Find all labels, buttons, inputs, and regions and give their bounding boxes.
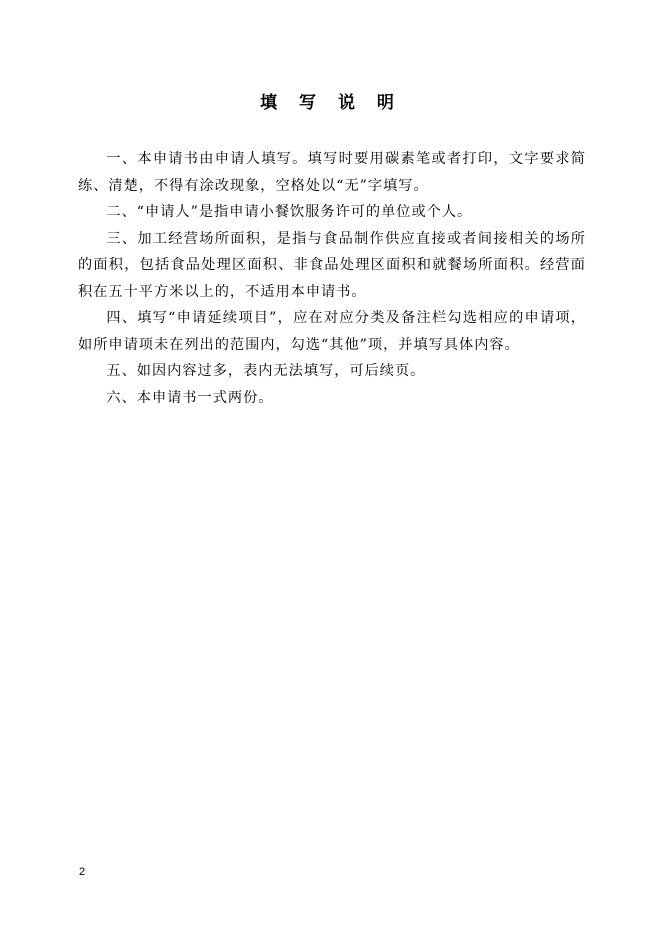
instruction-paragraph-3: 三、加工经营场所面积，是指与食品制作供应直接或者间接相关的场所的面积，包括食品处理区面积、非食品处理区面积和就餐场所面积。经营面积在五十平方米以上的，不适用本申请书。 (78, 230, 586, 300)
instruction-paragraph-6: 六、本申请书一式两份。 (106, 389, 274, 406)
instruction-paragraph-1: 一、本申请书由申请人填写。填写时要用碳素笔或者打印，文字要求简练、清楚，不得有涂改现象，空格处以“无”字填写。 (78, 151, 586, 194)
instruction-paragraph-4: 四、填写“申请延续项目”，应在对应分类及备注栏勾选相应的申请项，如所申请项未在列出的范围内，勾选“其他”项，并填写具体内容。 (78, 310, 586, 353)
instruction-paragraph-2: 二、“申请人”是指申请小餐饮服务许可的单位或个人。 (106, 204, 473, 220)
page-number: 2 (79, 866, 86, 878)
instruction-paragraph-5: 五、如因内容过多，表内无法填写，可后续页。 (106, 363, 426, 379)
page-title: 填 写 说 明 (260, 93, 402, 113)
instructions-body (78, 146, 586, 411)
